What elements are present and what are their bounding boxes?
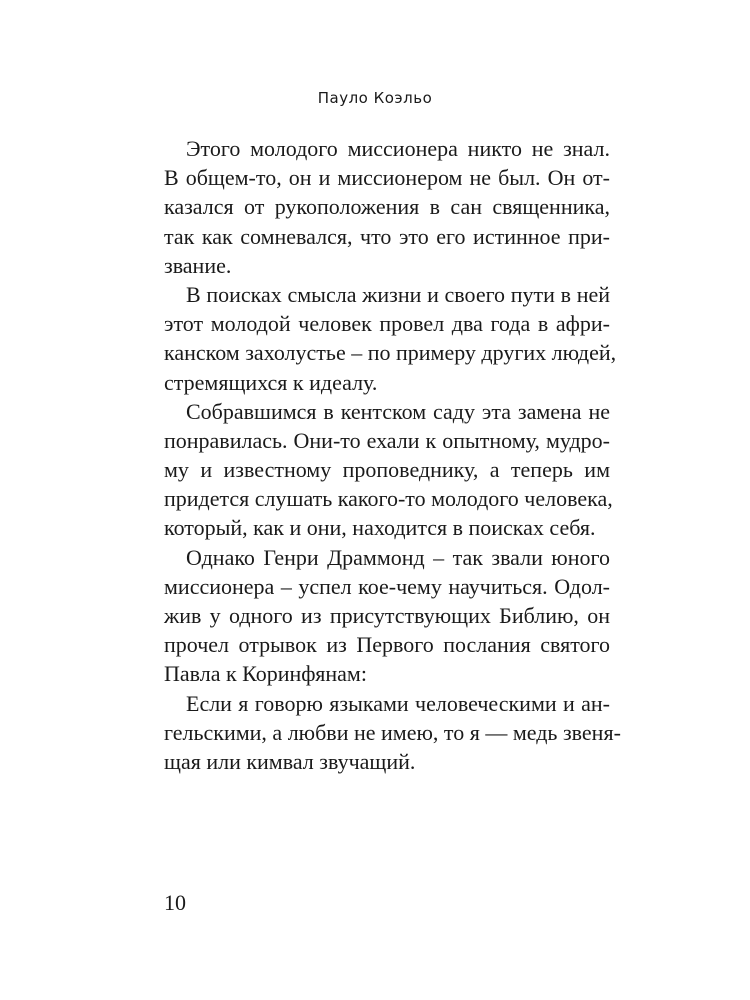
text-line: Павла к Коринфянам:: [164, 661, 367, 687]
running-head: Пауло Коэльо: [317, 89, 433, 107]
body-text: [164, 134, 621, 776]
text-line: В общем-то, он и миссионером не был. Он от-: [164, 165, 610, 191]
text-line: который, как и они, находится в поисках себя.: [164, 515, 596, 541]
text-line: так как сомневался, что это его истинное при-: [164, 223, 610, 249]
page-number: 10: [164, 890, 186, 915]
text-line: В поисках смысла жизни и своего пути в ней: [186, 281, 610, 307]
text-line: звание.: [164, 252, 232, 278]
paragraph: [164, 397, 613, 543]
text-line: прочел отрывок из Первого послания святого: [164, 632, 610, 658]
text-line: казался от рукоположения в сан священника,: [164, 194, 610, 220]
paragraph: [164, 543, 610, 689]
text-line: щая или кимвал звучащий.: [164, 748, 416, 774]
text-line: понравилась. Они-то ехали к опытному, мудро-: [164, 427, 610, 453]
text-line: Если я говорю языками человеческими и ан-: [186, 690, 610, 716]
text-line: гельскими, а любви не имею, то я — медь звеня-: [164, 719, 621, 745]
text-line: жив у одного из присутствующих Библию, он: [164, 603, 610, 628]
paragraph: [164, 134, 610, 280]
text-line: стремящихся к идеалу.: [164, 369, 378, 395]
text-line: му и известному проповеднику, а теперь им: [164, 457, 610, 483]
text-line: Этого молодого миссионера никто не знал.: [186, 136, 610, 161]
text-line: Однако Генри Драммонд – так звали юного: [186, 544, 610, 570]
text-line: этот молодой человек провел два года в афри-: [164, 311, 610, 337]
text-line: Собравшимся в кентском саду эта замена не: [186, 398, 610, 424]
text-line: придется слушать какого-то молодого человека,: [164, 486, 613, 512]
paragraph: [164, 280, 617, 397]
text-line: канском захолустье – по примеру других людей,: [164, 340, 617, 366]
paragraph: [164, 689, 621, 777]
text-line: миссионера – успел кое-чему научиться. Одол-: [164, 573, 610, 599]
